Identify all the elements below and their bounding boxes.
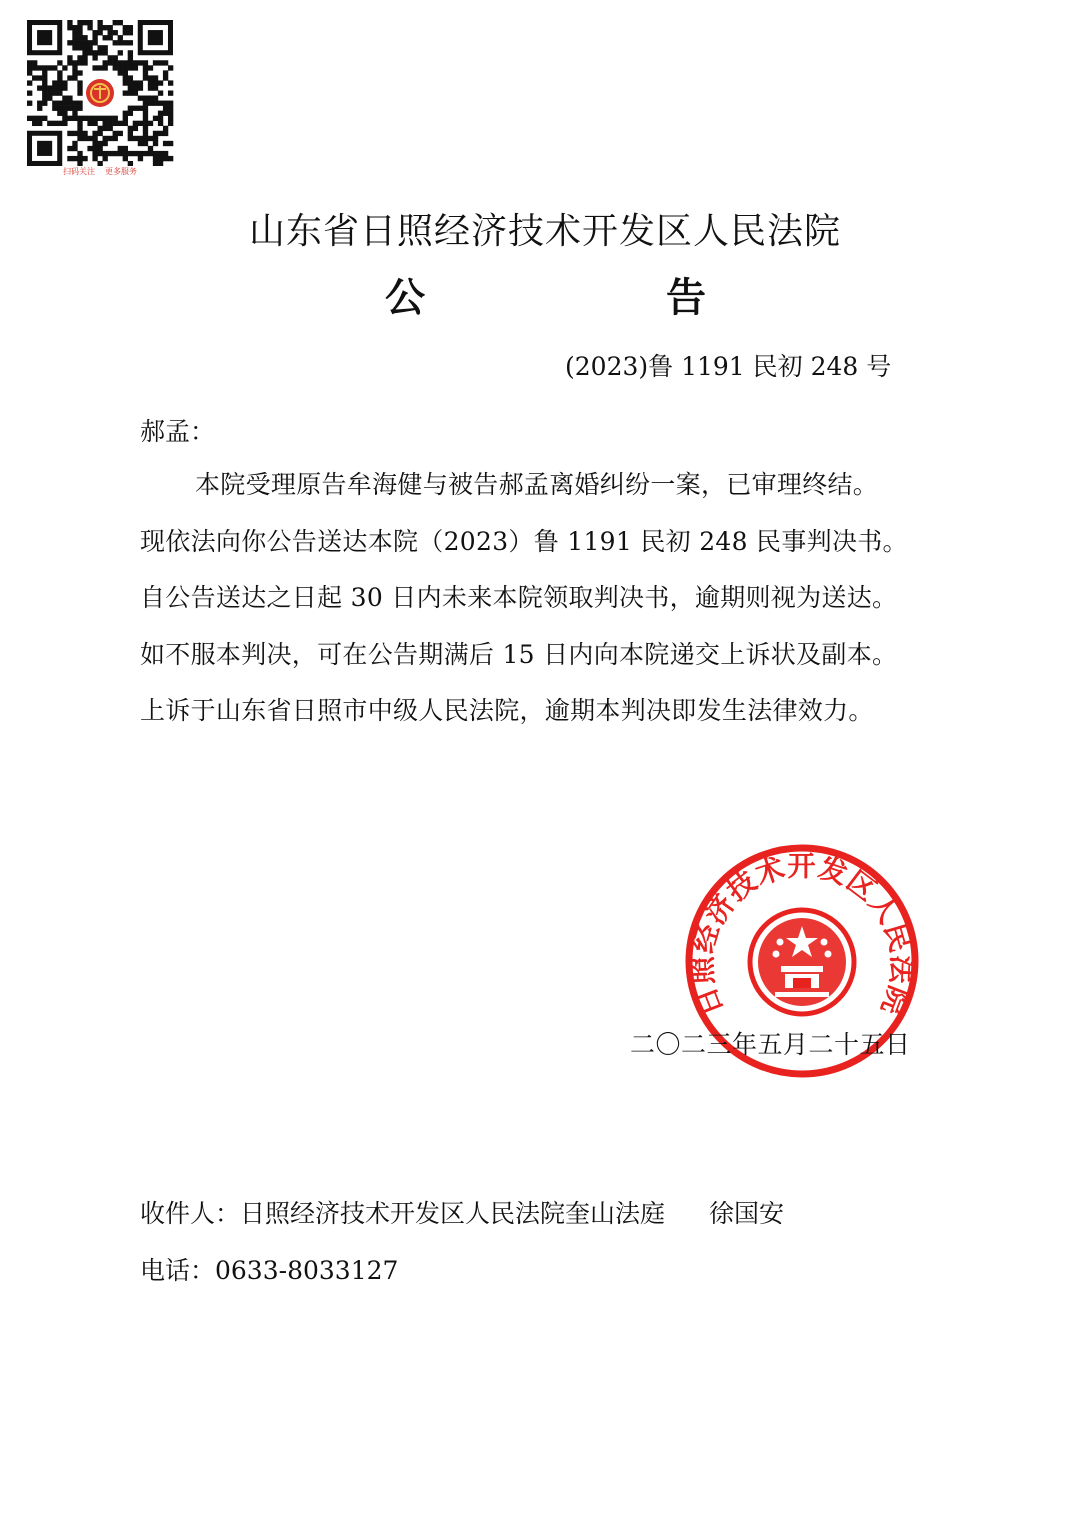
qr-code-block — [22, 20, 178, 177]
notice-line: 现依法向你公告送达本院（2023）鲁 1191 民初 248 民事判决书。 — [140, 526, 908, 556]
document-title-char-2: 告 — [666, 275, 706, 321]
document-title-char-1: 公 — [385, 275, 425, 321]
notice-date: 二〇二三年五月二十五日 — [630, 1030, 911, 1059]
contact-phone: 电话：0633-8033127 — [140, 1256, 399, 1285]
national-emblem — [750, 910, 854, 1014]
qr-caption-right: 更多服务 — [105, 167, 137, 176]
qr-caption — [22, 166, 178, 177]
case-number: (2023)鲁 1191 民初 248 号 — [565, 352, 892, 381]
notice-line: 本院受理原告牟海健与被告郝孟离婚纠纷一案，已审理终结。 — [195, 470, 879, 499]
addressee: 郝孟： — [140, 417, 216, 446]
notice-line: 自公告送达之日起 30 日内未来本院领取判决书，逾期则视为送达。 — [140, 583, 898, 612]
notice-line: 上诉于山东省日照市中级人民法院，逾期本判决即发生法律效力。 — [140, 696, 874, 725]
recipient-line — [140, 1194, 784, 1230]
recipient-label: 收件人：日照经济技术开发区人民法院奎山法庭 — [140, 1199, 666, 1228]
notice-line: 如不服本判决，可在公告期满后 15 日内向本院递交上诉状及副本。 — [140, 639, 898, 669]
svg-text:日照经济技术开发区人民法院: 日照经济技术开发区人民法院 — [685, 849, 919, 1021]
court-name: 山东省日照经济技术开发区人民法院 — [248, 211, 841, 252]
recipient-name: 徐国安 — [709, 1199, 785, 1228]
qr-caption-left: 扫码关注 — [63, 167, 95, 176]
qr-code — [22, 20, 178, 166]
notice-body — [140, 457, 980, 740]
